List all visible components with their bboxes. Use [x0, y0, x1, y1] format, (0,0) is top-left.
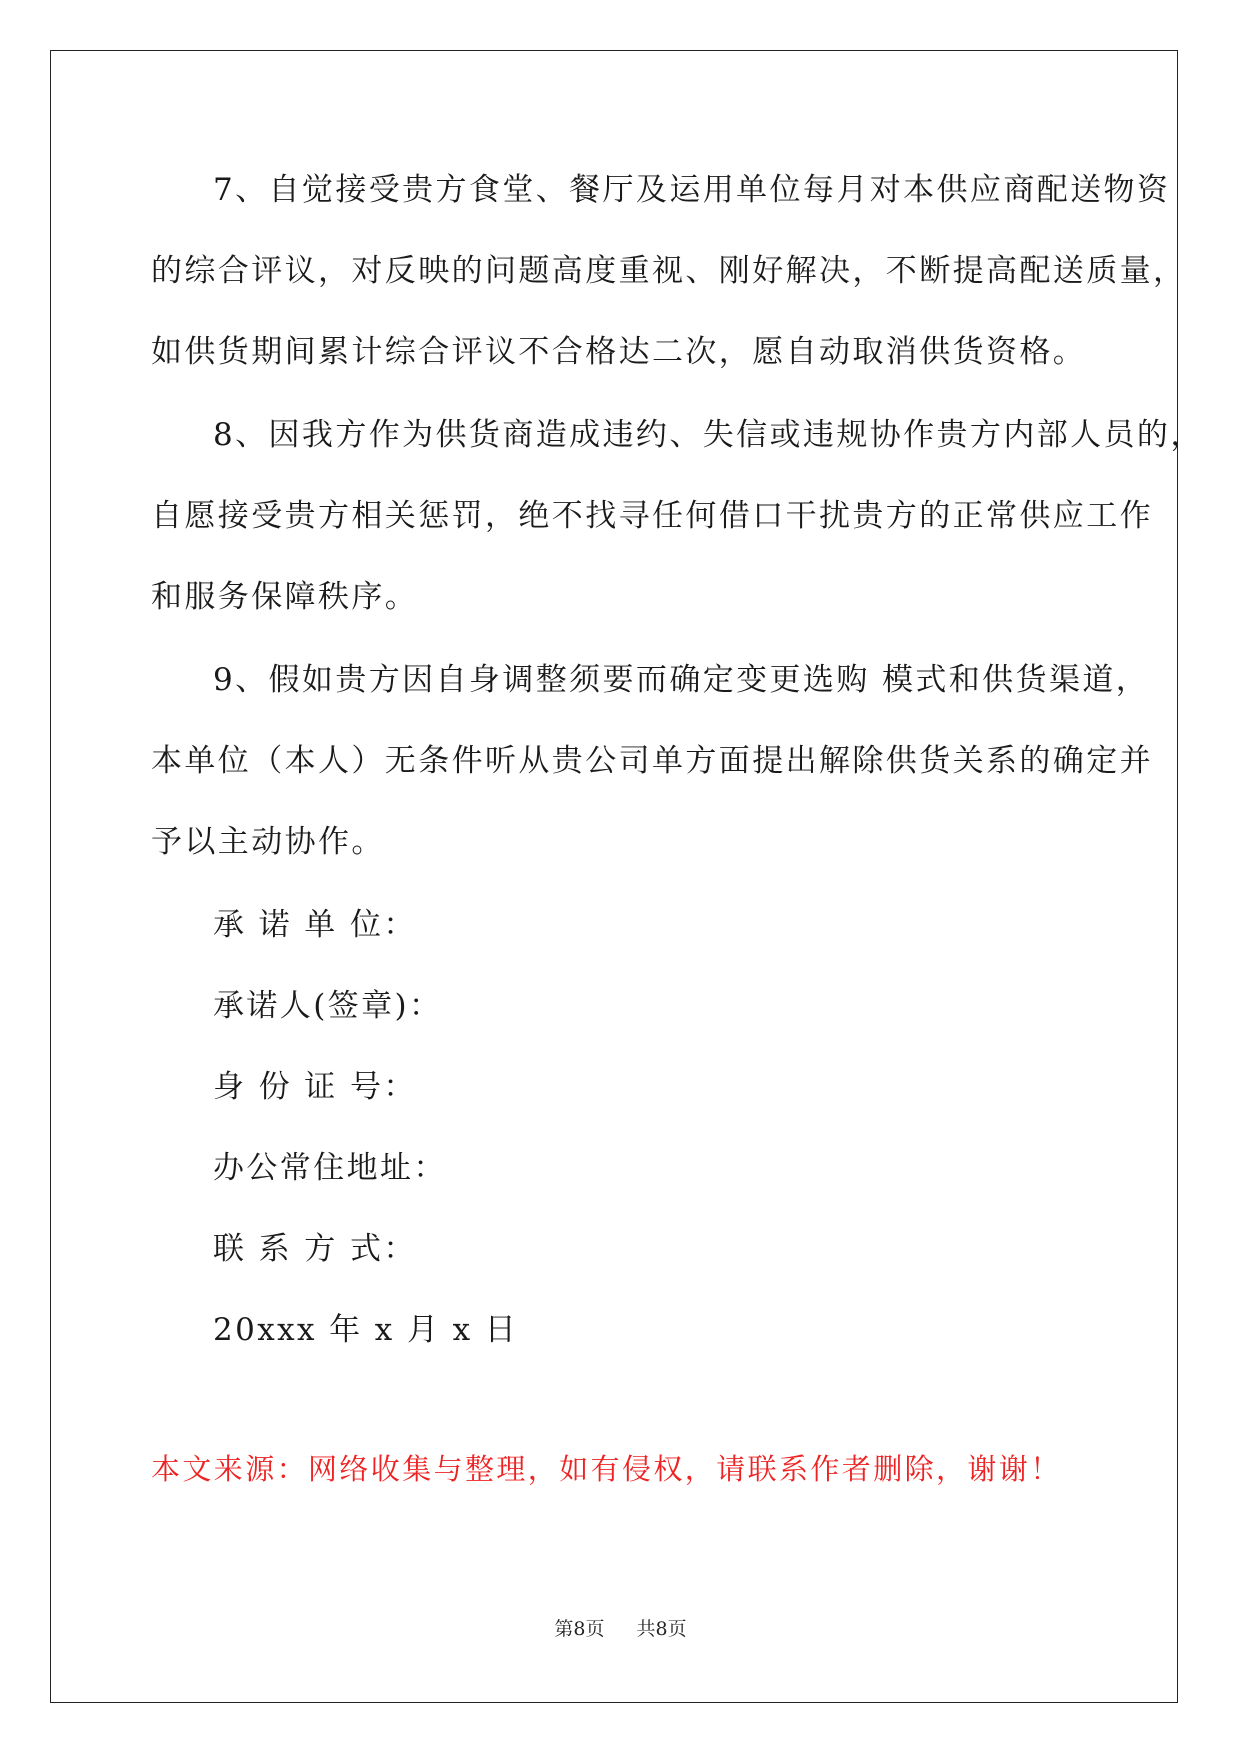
paragraph-8	[151, 395, 1204, 638]
source-note: 本文来源：网络收集与整理，如有侵权，请联系作者删除，谢谢！	[151, 1452, 1062, 1486]
paragraph-9	[151, 640, 1153, 883]
paragraph-line: 予以主动协作。	[151, 824, 385, 860]
paragraph-line: 和服务保障秩序。	[151, 579, 419, 615]
paragraph-7	[151, 150, 1187, 393]
paragraph-line: 本单位（本人）无条件听从贵公司单方面提出解除供货关系的确定并	[151, 743, 1153, 779]
signature-unit: 承 诺 单 位：	[213, 907, 417, 943]
footer-total-pages: 共8页	[636, 1618, 687, 1640]
paragraph-line: 的综合评议，对反映的问题高度重视、刚好解决，不断提高配送质量，	[151, 253, 1187, 289]
paragraph-line: 如供货期间累计综合评议不合格达二次，愿自动取消供货资格。	[151, 334, 1087, 370]
signature-id-number: 身 份 证 号：	[213, 1069, 417, 1105]
signature-block	[151, 885, 1091, 1371]
signature-address: 办公常住地址：	[213, 1150, 447, 1186]
paragraph-line: 8、因我方作为供货商造成违约、失信或违规协作贵方内部人员的，	[213, 417, 1204, 453]
paragraph-line: 9、假如贵方因自身调整须要而确定变更选购 模式和供货渠道，	[213, 662, 1150, 698]
signature-contact: 联 系 方 式：	[213, 1231, 417, 1267]
page-footer	[0, 1614, 1241, 1641]
signature-person: 承诺人(签章)：	[213, 988, 443, 1024]
signature-date: 20xxx 年 x 月 x 日	[213, 1312, 519, 1348]
paragraph-line: 自愿接受贵方相关惩罚，绝不找寻任何借口干扰贵方的正常供应工作	[151, 498, 1153, 534]
paragraph-line: 7、自觉接受贵方食堂、餐厅及运用单位每月对本供应商配送物资	[213, 172, 1171, 208]
footer-page-number: 第8页	[554, 1618, 605, 1640]
